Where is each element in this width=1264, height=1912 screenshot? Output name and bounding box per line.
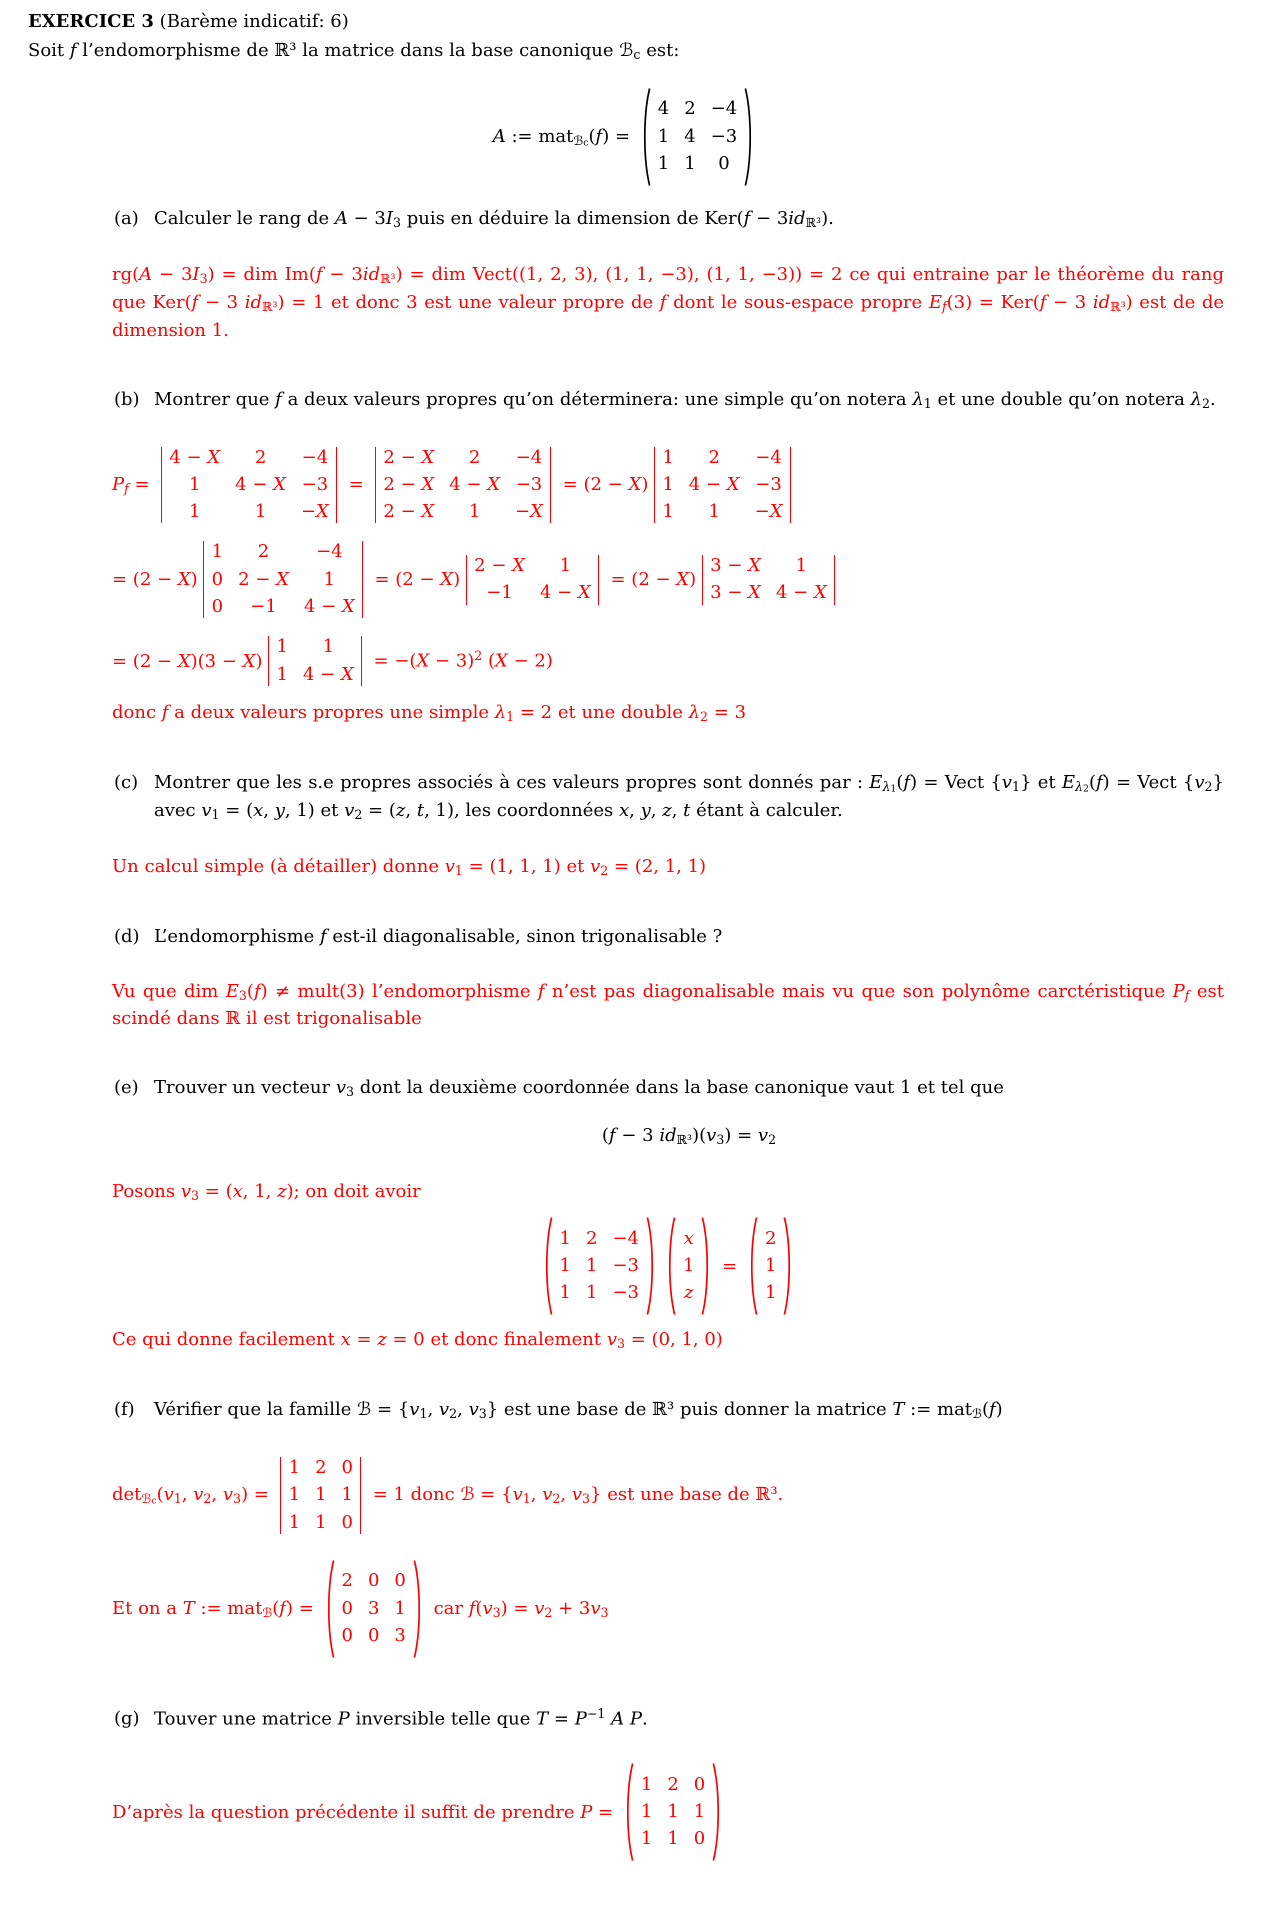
item-f-question: Vérifier que la famille ℬ = {v1, v2, v3} est une base de ℝ³ puis donner la matrice T := matℬ(f) — [154, 1399, 1003, 1422]
item-d-label: (d) — [114, 925, 140, 947]
item-b — [114, 386, 1224, 733]
paren-matrix: 4 2 −4 1 4 −3 1 1 0 — [640, 87, 755, 187]
item-b-question: Montrer que f a deux valeurs propres qu’on déterminera: une simple qu’on notera λ1 et une double qu’on notera λ2. — [154, 388, 1216, 411]
item-g-answer — [112, 1760, 1224, 1864]
intro-line: Soit f l’endomorphisme de ℝ³ la matrice dans la base canonique ℬc est: — [28, 40, 680, 63]
determinant-matrix: 2 − X 1 −1 4 − X — [464, 552, 601, 608]
item-d-answer: Vu que dim E3(f) ≠ mult(3) l’endomorphisme f n’est pas diagonalisable mais vu que son polynôme carctéristique Pf est scindé dans ℝ il est trigonalisable — [112, 980, 1224, 1030]
item-e-condition-equation: (f − 3 idℝ³)(v3) = v2 — [601, 1125, 777, 1148]
paren-matrix: x 1 z — [665, 1216, 712, 1316]
equation-matrix-A: A := matℬc(f) = 4 2 −4 1 4 −3 1 1 0 — [28, 85, 1224, 189]
item-c — [114, 769, 1224, 887]
determinant-matrix: 2 − X 2 −4 2 − X 4 − X −3 2 − X 1 −X — [373, 444, 553, 527]
item-f — [114, 1396, 1224, 1669]
item-e-matrix-equation: 1 2 −4 1 1 −3 1 1 −3 x 1 z = 2 1 1 — [112, 1214, 1224, 1318]
item-e-posons: Posons v3 = (x, 1, z); on doit avoir — [112, 1181, 421, 1204]
determinant-matrix: 1 1 1 4 − X — [267, 633, 364, 689]
item-f-answer — [112, 1452, 1224, 1661]
item-g-label: (g) — [114, 1707, 140, 1729]
charpoly-line-3: = (2 − X)(3 − X) 1 1 1 4 − X = $-(X - 3)^2$ (X − 2) — [112, 631, 1224, 691]
item-e-label: (e) — [114, 1077, 139, 1099]
item-g — [114, 1705, 1224, 1872]
charpoly-line-1: Pf = 4 − X 2 −4 1 4 − X −3 1 1 −X = 2 − X 2 −4 2 − X 4 − X −3 2 − X 1 −X = (2 − X) 1 2 −4 1 4 − X −3 1 1 −X — [112, 442, 1224, 529]
item-g-P-matrix-line: D’après la question précédente il suffit de prendre P = 1 2 0 1 1 1 1 1 0 — [112, 1760, 1224, 1864]
item-g-question: Touver une matrice P inversible telle que $T = P^{-1}$ A P. — [154, 1705, 648, 1730]
item-f-label: (f) — [114, 1399, 135, 1421]
item-d-question: L’endomorphisme f est-il diagonalisable, sinon trigonalisable ? — [154, 925, 723, 947]
item-a-question: Calculer le rang de A − 3I3 puis en déduire la dimension de Ker(f − 3idℝ³). — [154, 207, 834, 230]
item-c-question: Montrer que les s.e propres associés à ces valeurs propres sont donnés par : Eλ1(f) = Vect {v1} et Eλ2(f) = Vect {v2} avec v1 = (x, y, 1) et v2 = (z, t, 1), les coordonnées x, y, z, t étant à calculer. — [154, 771, 1224, 822]
item-a-answer: rg(A − 3I3) = dim Im(f − 3idℝ³) = dim Vect((1, 2, 3), (1, 1, −3), (1, 1, −3)) = 2 ce qui entraine par le théorème du rang que Ker(f − 3 idℝ³) = 1 et donc 3 est une valeur propre de f dont le sous-espace propre Ef(3) = Ker(f − 3 idℝ³) est de de dimension 1. — [112, 263, 1225, 341]
item-d — [114, 923, 1224, 1039]
paren-matrix: 1 2 0 1 1 1 1 1 0 — [623, 1762, 723, 1862]
determinant-matrix: 1 2 −4 1 4 − X −3 1 1 −X — [652, 444, 792, 527]
item-c-answer: Un calcul simple (à détailler) donne v1 = (1, 1, 1) et v2 = (2, 1, 1) — [112, 855, 707, 878]
item-b-conclusion: donc f a deux valeurs propres une simple λ1 = 2 et une double λ2 = 3 — [112, 701, 747, 724]
determinant-matrix: 1 2 0 1 1 1 1 1 0 — [279, 1454, 363, 1537]
exercise-title-remark: (Barème indicatif: 6) — [153, 11, 349, 32]
paren-matrix: 1 2 −4 1 1 −3 1 1 −3 — [542, 1216, 657, 1316]
determinant-matrix: 1 2 −4 0 2 − X 1 0 −1 4 − X — [202, 538, 365, 621]
item-e-final: Ce qui donne facilement x = z = 0 et donc finalement v3 = (0, 1, 0) — [112, 1329, 723, 1352]
item-b-answer — [112, 442, 1224, 727]
item-e — [114, 1074, 1224, 1360]
charpoly-line-2: = (2 − X) 1 2 −4 0 2 − X 1 0 −1 4 − X = (2 − X) 2 − X 1 −1 4 − X = (2 − X) 3 − X 1 3 − X 4 − X — [112, 536, 1224, 623]
item-b-label: (b) — [114, 388, 140, 410]
item-e-question: Trouver un vecteur v3 dont la deuxième coordonnée dans la base canonique vaut 1 et tel que — [154, 1077, 1004, 1100]
paren-matrix: 2 0 0 0 3 1 0 0 3 — [324, 1559, 424, 1659]
item-c-label: (c) — [114, 771, 139, 793]
item-a-label: (a) — [114, 207, 139, 229]
item-f-T-matrix-line: Et on a T := matℬ(f) = 2 0 0 0 3 1 0 0 3 car f(v3) = v2 + 3v3 — [112, 1557, 1224, 1661]
exercise-title-heading: EXERCICE 3 — [28, 11, 154, 32]
item-f-determinant-line: detℬc(v1, v2, v3) = 1 2 0 1 1 1 1 1 0 = 1 donc ℬ = {v1, v2, v3} est une base de ℝ³. — [112, 1452, 1224, 1539]
paren-matrix: 2 1 1 — [747, 1216, 794, 1316]
exercise-title — [28, 8, 1224, 35]
determinant-matrix: 3 − X 1 3 − X 4 − X — [700, 552, 837, 608]
determinant-matrix: 4 − X 2 −4 1 4 − X −3 1 1 −X — [159, 444, 339, 527]
item-e-answer — [112, 1178, 1224, 1354]
item-a — [114, 205, 1224, 350]
